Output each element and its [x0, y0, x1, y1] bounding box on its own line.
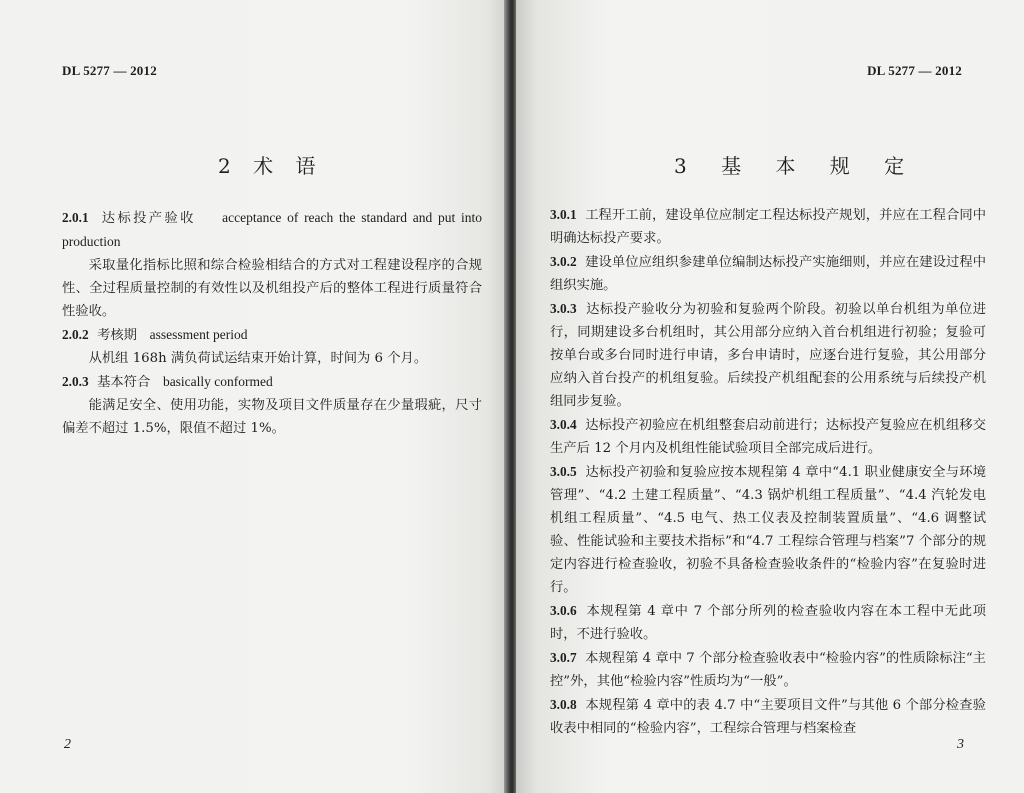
- clause-text: 建设单位应组织参建单位编制达标投产实施细则，并应在建设过程中组织实施。: [550, 255, 986, 293]
- clause-text: 达标投产初验应在机组整套启动前进行；达标投产复验应在机组移交生产后 12 个月内及机组性能试验项目全部完成后进行。: [550, 418, 986, 456]
- term-number: 2.0.1: [62, 210, 89, 225]
- clauses-section: [550, 203, 986, 740]
- clause-number: 3.0.6: [550, 603, 577, 618]
- term-definition: 能满足安全、使用功能，实物及项目文件质量存在少量瑕疵，尺寸偏差不超过 1.5%，限值不超过 1%。: [62, 398, 482, 436]
- clause-number: 3.0.1: [550, 207, 577, 222]
- term-entry: [62, 323, 482, 370]
- page-number: 3: [957, 737, 964, 752]
- term-number: 2.0.2: [62, 327, 89, 342]
- clause-text: 达标投产初验和复验应按本规程第 4 章中“4.1 职业健康安全与环境管理”、“4.2 土建工程质量”、“4.3 锅炉机组工程质量”、“4.4 汽轮发电机组工程质量”、“4.5 电气、热工仪表及控制装置质量”、“4.6 调整试验、性能试验和主要技术指标”和“4.7 工程综合管理与档案”7 个部分的规定内容进行检查验收，初验不具备检查验收条件的“检验内容”在复验时进行。: [550, 465, 986, 595]
- term-entry: [62, 370, 482, 440]
- term-english: basically conformed: [162, 374, 273, 389]
- term-entry: [62, 206, 482, 323]
- running-header: DL 5277 — 2012: [867, 63, 962, 78]
- clause-number: 3.0.2: [550, 254, 577, 269]
- clause-text: 工程开工前，建设单位应制定工程达标投产规划，并应在工程合同中明确达标投产要求。: [550, 208, 986, 246]
- term-english: assessment period: [149, 327, 248, 342]
- chapter-title: 3 基 本 规 定: [674, 154, 919, 178]
- clause: [550, 203, 986, 250]
- clause: [550, 599, 986, 646]
- term-definition: 采取量化指标比照和综合检验相结合的方式对工程建设程序的合规性、全过程质量控制的有效性以及机组投产后的整体工程进行质量符合性验收。: [62, 258, 482, 319]
- term-chinese: 基本符合: [97, 375, 151, 390]
- term-chinese: 考核期: [97, 328, 137, 343]
- clause: [550, 460, 986, 599]
- clause: [550, 250, 986, 297]
- term-english: acceptance of reach the standard and put into production: [62, 210, 482, 249]
- running-header: DL 5277 — 2012: [62, 63, 157, 78]
- clause-text: 达标投产验收分为初验和复验两个阶段。初验以单台机组为单位进行，同期建设多台机组时，其公用部分应纳入首台机组进行初验；复验可按单台或多台同时进行申请，多台申请时，应逐台进行复验，其公用部分应纳入首台投产的机组复验。后续投产机组配套的公用系统与后续投产机组同步复验。: [550, 302, 986, 409]
- clause: [550, 646, 986, 693]
- clause-text: 本规程第 4 章中 7 个部分所列的检查验收内容在本工程中无此项时，不进行验收。: [550, 604, 986, 642]
- page-number: 2: [64, 737, 71, 752]
- chapter-title: 2 术 语: [218, 154, 324, 178]
- clause-text: 本规程第 4 章中 7 个部分检查验收表中“检验内容”的性质除标注“主控”外，其他“检验内容”性质均为“一般”。: [550, 651, 986, 689]
- clause-number: 3.0.5: [550, 464, 577, 479]
- clause: [550, 297, 986, 413]
- clause: [550, 693, 986, 740]
- right-page: [516, 0, 1024, 793]
- left-page: [0, 0, 508, 793]
- clause-number: 3.0.4: [550, 417, 577, 432]
- clause-number: 3.0.3: [550, 301, 577, 316]
- clause-number: 3.0.8: [550, 697, 577, 712]
- term-chinese: 达标投产验收: [101, 211, 196, 226]
- clause-number: 3.0.7: [550, 650, 577, 665]
- clause: [550, 413, 986, 460]
- term-number: 2.0.3: [62, 374, 89, 389]
- clause-text: 本规程第 4 章中的表 4.7 中“主要项目文件”与其他 6 个部分检查验收表中相同的“检验内容”，工程综合管理与档案检查: [550, 698, 986, 736]
- terms-section: [62, 206, 482, 440]
- term-definition: 从机组 168h 满负荷试运结束开始计算，时间为 6 个月。: [88, 351, 428, 366]
